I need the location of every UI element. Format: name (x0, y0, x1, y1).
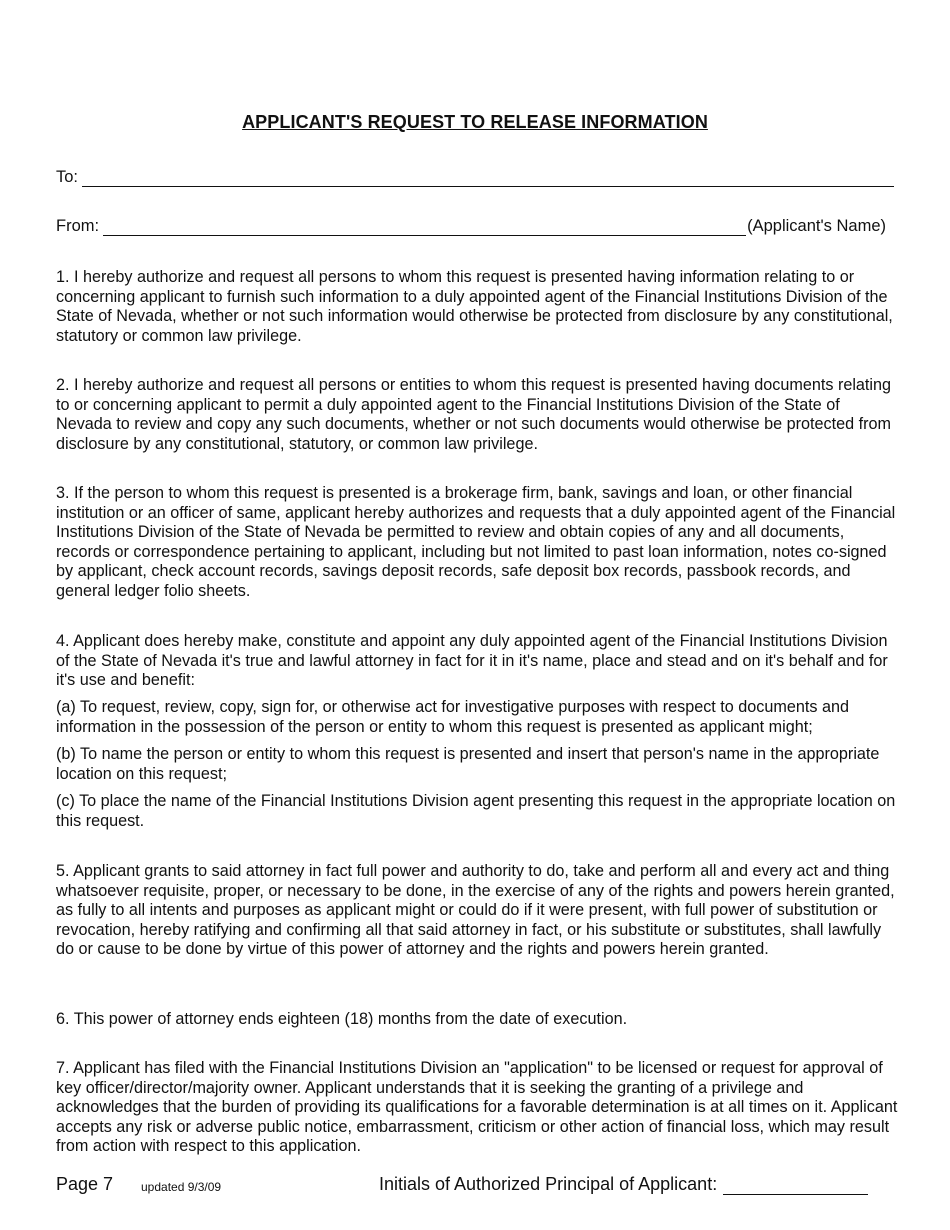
from-blank-line[interactable] (103, 221, 746, 236)
from-suffix-label: (Applicant's Name) (747, 217, 886, 235)
paragraph-4b: (b) To name the person or entity to whom this request is presented and insert that person's name in the appropriate location on this request; (56, 745, 880, 783)
to-field-row (56, 168, 894, 187)
to-label: To: (56, 168, 79, 186)
paragraph-1: 1. I hereby authorize and request all persons to whom this request is presented having information relating to or concerning applicant to furnish such information to a duly appointed agent of the Financial Institutions Division of the State of Nevada, whether or not such information would otherwise be protected from disclosure by any constitutional, statutory or common law privilege. (56, 268, 893, 345)
from-label: From: (56, 217, 100, 235)
initials-label: Initials of Authorized Principal of Applicant: (379, 1174, 718, 1194)
paragraph-7: 7. Applicant has filed with the Financial Institutions Division an "application" to be licensed or request for approval of key officer/director/majority owner. Applicant understands that it is seeking the granting of a privilege and acknowledges that the burden of providing its qualifications for a favorable determination is at all times on it. Applicant accepts any risk or adverse public notice, embarrassment, criticism or other action of financial loss, which may result from action with respect to this application. (56, 1059, 898, 1156)
initials-blank-line[interactable] (723, 1178, 868, 1195)
paragraph-4c: (c) To place the name of the Financial Institutions Division agent presenting this request in the appropriate location on this request. (56, 792, 896, 830)
page-number: Page 7 (56, 1174, 114, 1194)
initials-row (379, 1174, 868, 1195)
paragraph-5: 5. Applicant grants to said attorney in fact full power and authority to do, take and perform all and every act and thing whatsoever requisite, proper, or necessary to be done, in the exercise of any of the rights and powers herein granted, as fully to all intents and purposes as applicant might or could do if it were present, with full power of substitution or revocation, hereby ratifying and confirming all that said attorney in fact, or his substitute or substitutes, shall lawfully do or cause to be done by virtue of this power of attorney and the rights and powers herein granted. (56, 862, 895, 959)
to-blank-line[interactable] (82, 172, 894, 187)
updated-date: updated 9/3/09 (141, 1180, 222, 1194)
page-footer (56, 1174, 886, 1198)
from-field-row (56, 217, 886, 236)
paragraph-4a: (a) To request, review, copy, sign for, or otherwise act for investigative purposes with respect to documents and information in the possession of the person or entity to whom this request is presented as applicant might; (56, 698, 849, 736)
paragraph-3: 3. If the person to whom this request is presented is a brokerage firm, bank, savings and loan, or other financial institution or an officer of same, applicant hereby authorizes and requests that a duly appointed agent of the Financial Institutions Division of the State of Nevada be permitted to review and obtain copies of any and all documents, records or correspondence pertaining to applicant, including but not limited to past loan information, notes co-signed by applicant, check account records, savings deposit records, safe deposit box records, passbook records, and general ledger folio sheets. (56, 484, 896, 600)
document-title: APPLICANT'S REQUEST TO RELEASE INFORMATION (242, 112, 708, 132)
paragraph-4: 4. Applicant does hereby make, constitute and appoint any duly appointed agent of the Financial Institutions Division of the State of Nevada it's true and lawful attorney in fact for it in it's name, place and stead and on it's behalf and for it's use and benefit: (56, 632, 888, 690)
paragraph-6: 6. This power of attorney ends eighteen (18) months from the date of execution. (56, 1010, 628, 1028)
paragraph-2: 2. I hereby authorize and request all persons or entities to whom this request is presented having documents relating to or concerning applicant to permit a duly appointed agent to the Financial Institutions Division of the State of Nevada to review and copy any such documents, whether or not such documents would otherwise be protected from disclosure by any constitutional, statutory, or common law privilege. (56, 376, 892, 453)
